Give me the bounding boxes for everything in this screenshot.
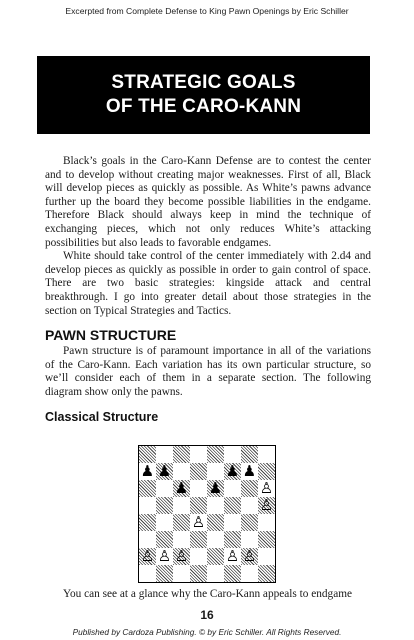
white-pawn-icon: ♙ (225, 547, 240, 565)
square-a4 (139, 514, 156, 531)
square-c2 (173, 548, 190, 565)
white-pawn-icon: ♙ (259, 479, 274, 497)
white-pawn-icon: ♙ (259, 496, 274, 514)
white-pawn-icon: ♙ (242, 547, 257, 565)
square-a2 (139, 548, 156, 565)
white-pawn-icon: ♙ (174, 547, 189, 565)
square-g3 (241, 531, 258, 548)
square-a7 (139, 463, 156, 480)
black-pawn-icon: ♟ (225, 462, 240, 480)
chapter-title-line-2: OF THE CARO-KANN (105, 96, 302, 117)
pawn-structure-heading: PAWN STRUCTURE (45, 327, 177, 343)
square-b8 (156, 446, 173, 463)
square-e3 (207, 531, 224, 548)
square-g4 (241, 514, 258, 531)
square-g1 (241, 565, 258, 582)
black-pawn-icon: ♟ (242, 462, 257, 480)
square-b5 (156, 497, 173, 514)
square-d2 (190, 548, 207, 565)
square-h5 (258, 497, 275, 514)
square-a1 (139, 565, 156, 582)
closing-paragraph: You can see at a glance why the Caro-Kann appeals to endgame (63, 588, 353, 600)
square-g7 (241, 463, 258, 480)
square-h1 (258, 565, 275, 582)
square-e2 (207, 548, 224, 565)
square-b3 (156, 531, 173, 548)
closing-section (45, 588, 371, 600)
square-d5 (190, 497, 207, 514)
square-h7 (258, 463, 275, 480)
white-pawn-icon: ♙ (157, 547, 172, 565)
square-c1 (173, 565, 190, 582)
square-f5 (224, 497, 241, 514)
square-c8 (173, 446, 190, 463)
intro-paragraph-1: Black’s goals in the Caro-Kann Defense are to contest the center and to develop without creating major weaknesses. First of all, Black will develop pieces as quickly as possible. As White’s pawns advance further up the board they become possible liabilities in the endgame. Therefore Black should always keep in mind the technique of exchanging pieces, which not only reduces White’s attacking possibilities but also leads to favorable endgames. (45, 155, 371, 249)
square-f7 (224, 463, 241, 480)
square-e7 (207, 463, 224, 480)
square-b4 (156, 514, 173, 531)
square-b2 (156, 548, 173, 565)
chapter-title-banner (37, 56, 370, 134)
chapter-title-line-1: STRATEGIC GOALS (111, 72, 296, 93)
square-h6 (258, 480, 275, 497)
square-e4 (207, 514, 224, 531)
black-pawn-icon: ♟ (208, 479, 223, 497)
square-g8 (241, 446, 258, 463)
square-f8 (224, 446, 241, 463)
square-f2 (224, 548, 241, 565)
square-a8 (139, 446, 156, 463)
square-c7 (173, 463, 190, 480)
square-e5 (207, 497, 224, 514)
square-f4 (224, 514, 241, 531)
square-b6 (156, 480, 173, 497)
square-a3 (139, 531, 156, 548)
square-h3 (258, 531, 275, 548)
square-c6 (173, 480, 190, 497)
square-d3 (190, 531, 207, 548)
black-pawn-icon: ♟ (157, 462, 172, 480)
intro-section (45, 155, 371, 318)
copyright-footer: Published by Cardoza Publishing. © by Eric Schiller. All Rights Reserved. (72, 627, 342, 637)
square-h2 (258, 548, 275, 565)
square-g6 (241, 480, 258, 497)
square-a6 (139, 480, 156, 497)
square-b1 (156, 565, 173, 582)
square-d8 (190, 446, 207, 463)
black-pawn-icon: ♟ (174, 479, 189, 497)
intro-paragraph-2: White should take control of the center immediately with 2.d4 and develop pieces as quickly as possible in order to gain control of space. There are two basic strategies: kingside attack and central breakthrough. I go into greater detail about those strategies in the section on Typical Strategies and Tactics. (45, 250, 371, 317)
square-c5 (173, 497, 190, 514)
square-e6 (207, 480, 224, 497)
pawn-structure-paragraph: Pawn structure is of paramount importance in all of the variations of the Caro-Kann. Each variation has its own particular structure, so we’ll consider each of them in a separate section. The following diagram show only the pawns. (45, 345, 371, 398)
square-g2 (241, 548, 258, 565)
square-f6 (224, 480, 241, 497)
square-a5 (139, 497, 156, 514)
square-h8 (258, 446, 275, 463)
square-d7 (190, 463, 207, 480)
square-d4 (190, 514, 207, 531)
square-d6 (190, 480, 207, 497)
square-g5 (241, 497, 258, 514)
square-f3 (224, 531, 241, 548)
square-c3 (173, 531, 190, 548)
square-e8 (207, 446, 224, 463)
square-c4 (173, 514, 190, 531)
square-e1 (207, 565, 224, 582)
square-f1 (224, 565, 241, 582)
white-pawn-icon: ♙ (140, 547, 155, 565)
white-pawn-icon: ♙ (191, 513, 206, 531)
square-h4 (258, 514, 275, 531)
pawn-structure-section (45, 345, 371, 399)
classical-structure-heading: Classical Structure (45, 410, 159, 424)
page-number: 16 (200, 608, 214, 622)
black-pawn-icon: ♟ (140, 462, 155, 480)
excerpt-header: Excerpted from Complete Defense to King Pawn Openings by Eric Schiller (65, 6, 349, 16)
chess-diagram (138, 445, 276, 583)
square-b7 (156, 463, 173, 480)
square-d1 (190, 565, 207, 582)
